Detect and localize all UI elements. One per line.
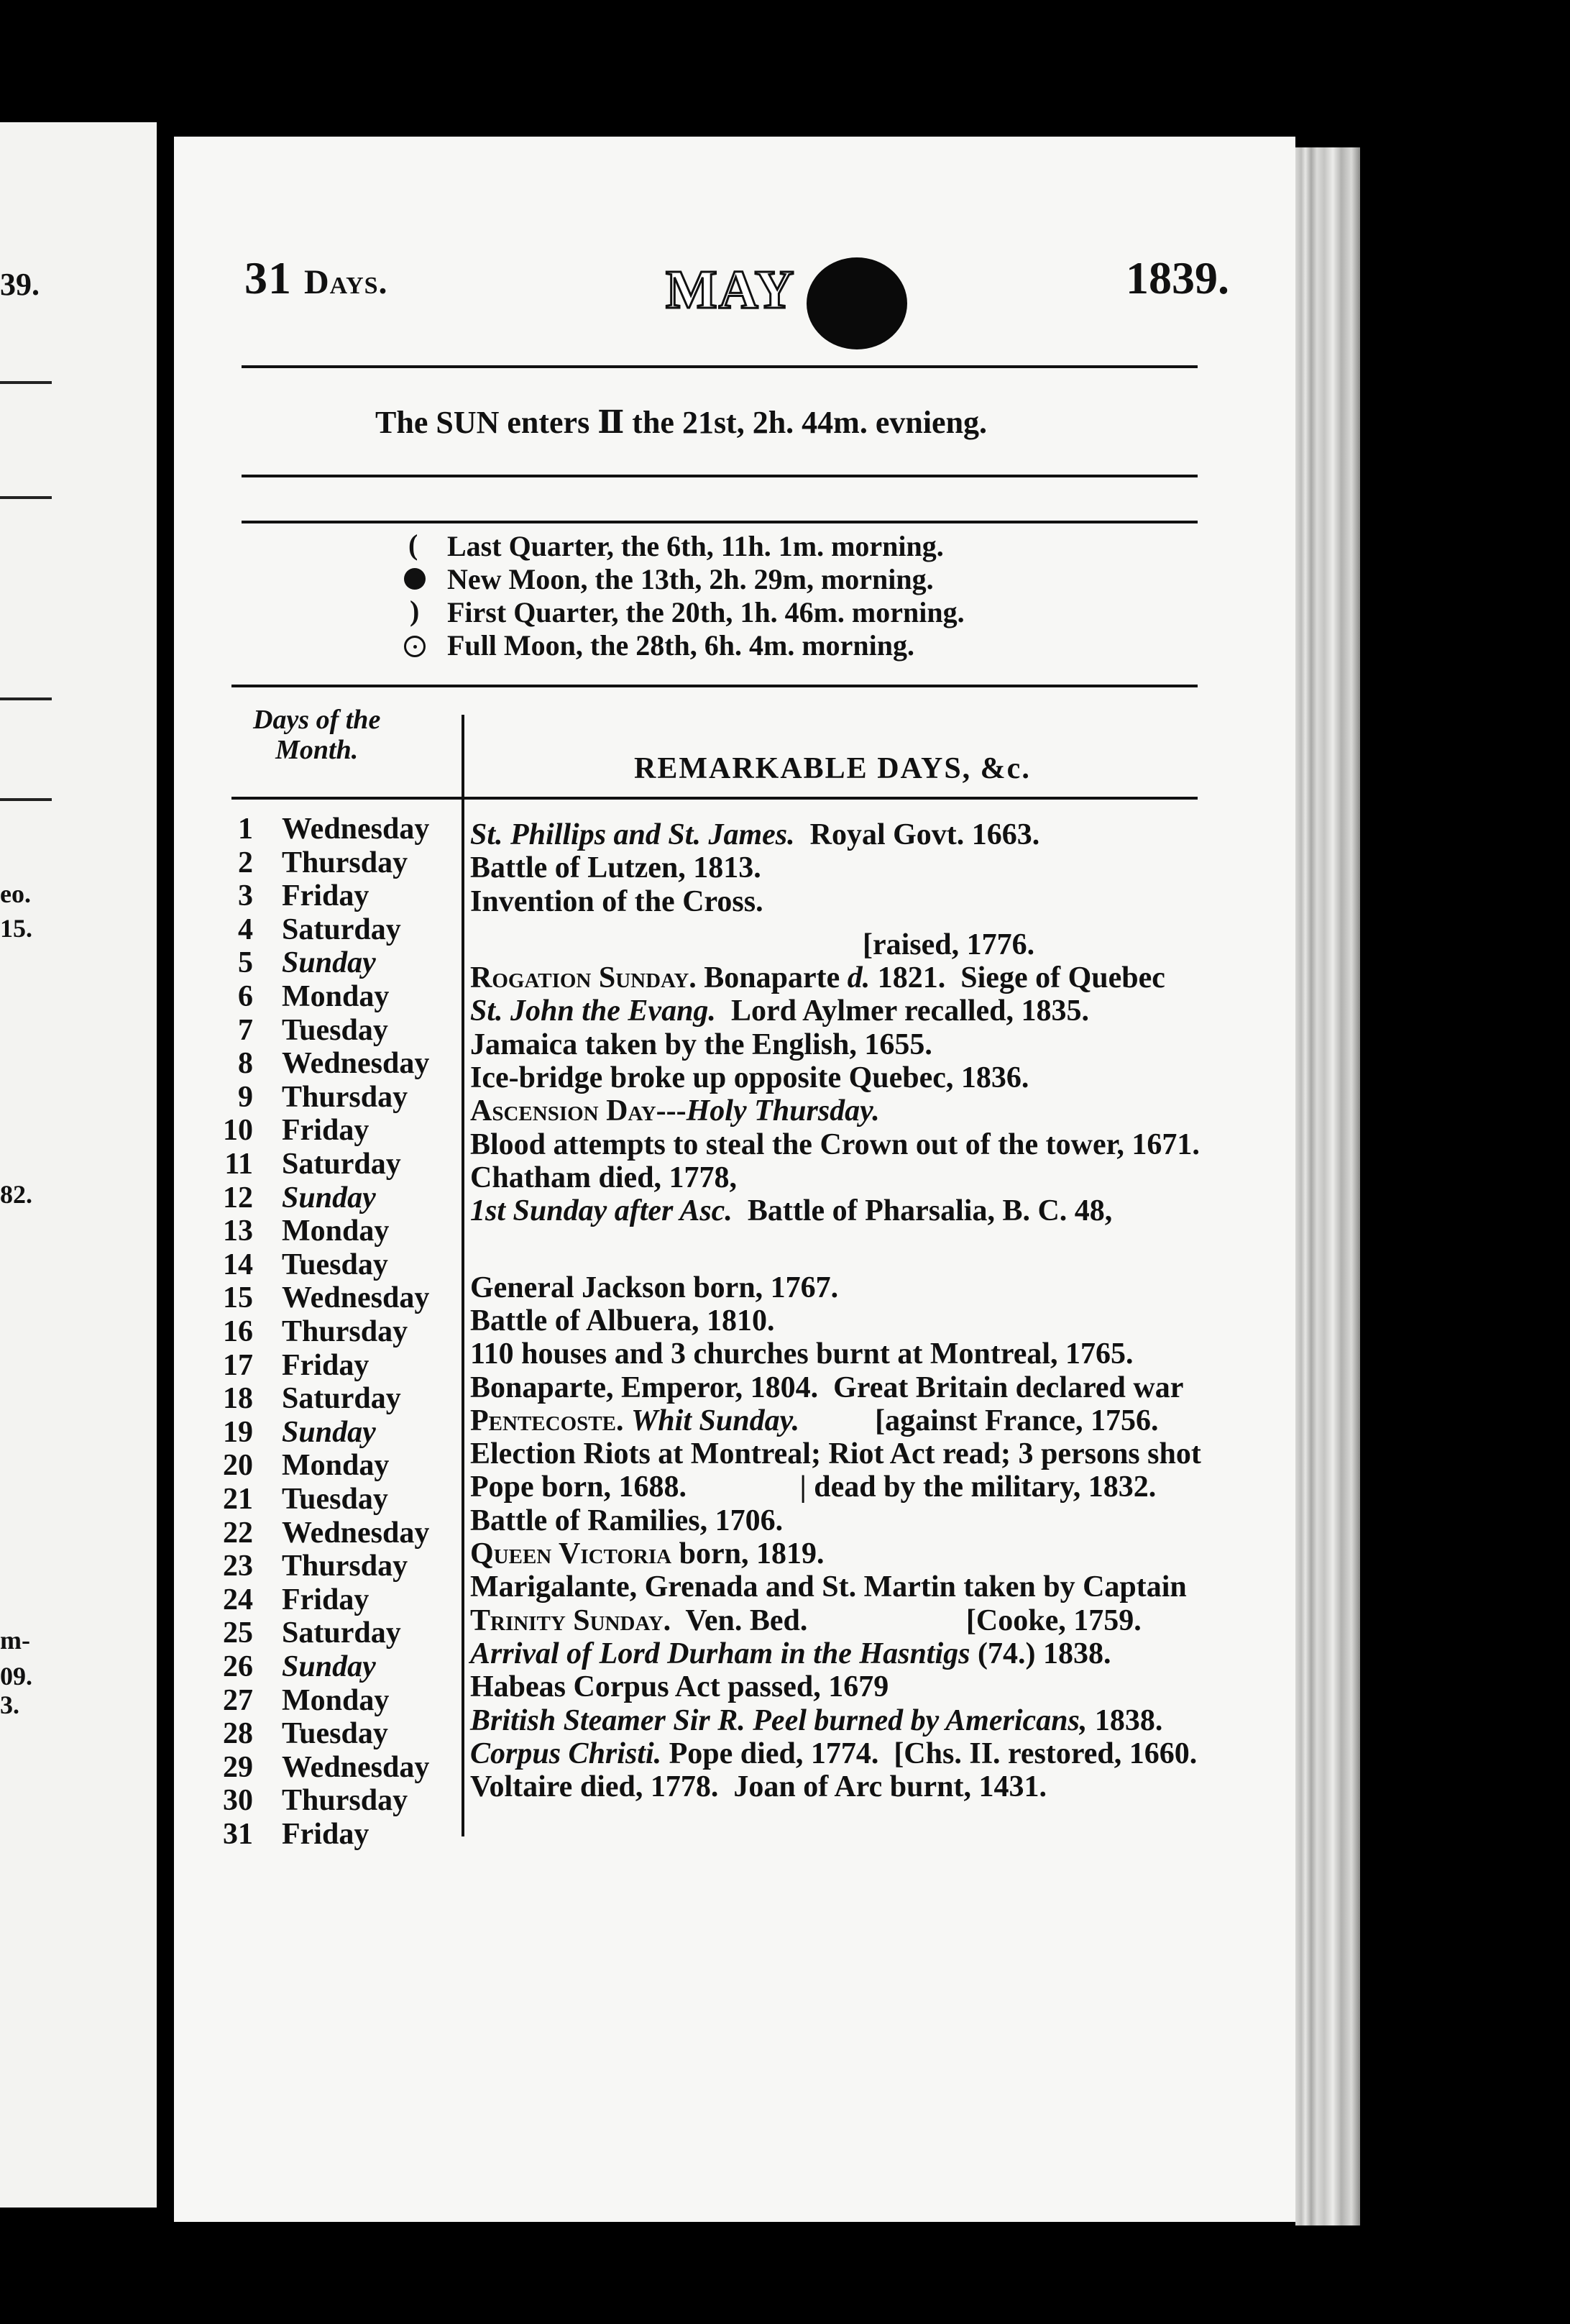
entry-text: born, 1819.	[671, 1537, 825, 1570]
month-title: MAY	[666, 260, 796, 320]
remarkable-day-entry	[470, 818, 1039, 851]
entry-text: Battle of Lutzen, 1813.	[470, 851, 761, 884]
weekday-name: Monday	[282, 1214, 390, 1248]
day-number: 12	[223, 1181, 253, 1214]
days-header-line2: Month.	[275, 735, 359, 765]
entry-text: Royal Govt. 1663.	[794, 818, 1040, 851]
day-number: 5	[238, 946, 253, 979]
entry-text: (74.) 1838.	[970, 1637, 1111, 1670]
entry-text: Battle of Pharsalia, B. C. 48,	[732, 1194, 1113, 1227]
entry-text: Ice-bridge broke up opposite Quebec, 1836.	[470, 1061, 1029, 1094]
moon-phase-new-moon: New Moon, the 13th, 2h. 29m, morning.	[447, 563, 934, 595]
remarkable-day-entry	[470, 1637, 1111, 1670]
weekday-name: Thursday	[282, 1081, 408, 1114]
entry-text: Battle of Albuera, 1810.	[470, 1304, 775, 1337]
days-count-heading	[244, 252, 388, 305]
facing-page-year-fragment: 39.	[0, 267, 40, 302]
facing-page-text-fragment: 3.	[0, 1691, 19, 1719]
sun-rule-bottom	[242, 521, 1198, 523]
day-number: 9	[238, 1081, 253, 1114]
new-moon-icon	[404, 568, 426, 590]
remarkable-day-entry	[470, 1570, 1187, 1604]
remarkable-day-entry	[470, 1337, 1134, 1371]
day-number: 26	[223, 1650, 253, 1683]
weekday-name: Thursday	[282, 1550, 408, 1583]
column-header-rule	[231, 797, 1198, 800]
weekday-name: Wednesday	[282, 813, 430, 846]
year-heading: 1839.	[1126, 252, 1229, 303]
days-header-line1: Days of the	[253, 705, 381, 735]
page-edges	[1295, 147, 1360, 2225]
entry-text: St. John the Evang.	[470, 994, 716, 1028]
full-moon-icon	[404, 636, 426, 657]
entry-text: Rogation Sunday.	[470, 961, 697, 994]
days-count-word: Days.	[304, 263, 388, 301]
entry-text: Whit Sunday.	[630, 1404, 800, 1437]
entry-text: Blood attempts to steal the Crown out of the tower, 1671.	[470, 1128, 1200, 1161]
facing-page-fragment	[0, 122, 157, 2208]
entry-text: St. Phillips and St. James.	[470, 818, 795, 851]
sun-rule-top	[242, 475, 1198, 477]
entry-text: Corpus Christi.	[470, 1737, 662, 1770]
last-quarter-icon	[405, 536, 427, 558]
day-number: 15	[223, 1281, 253, 1314]
entry-text: Voltaire died, 1778. Joan of Arc burnt, 1431.	[470, 1770, 1047, 1803]
weekday-name: Sunday	[282, 946, 376, 979]
remarkable-day-entry	[470, 1437, 1201, 1470]
entry-text: British Steamer Sir R. Peel burned by Americans,	[470, 1704, 1088, 1737]
day-number: 21	[223, 1483, 253, 1516]
entry-text: Pope died, 1774. [Chs. II. restored, 1660.	[661, 1737, 1198, 1770]
day-number: 6	[238, 980, 253, 1013]
entry-text: 1st Sunday after Asc.	[470, 1194, 733, 1227]
entry-text: [raised, 1776.	[470, 928, 1035, 961]
remarkable-day-entry	[470, 1271, 838, 1304]
remarkable-day-entry	[470, 1094, 880, 1127]
entry-text: General Jackson born, 1767.	[470, 1271, 839, 1304]
weekday-name: Tuesday	[282, 1014, 388, 1047]
moon-phase-last-quarter: Last Quarter, the 6th, 11h. 1m. morning.	[447, 530, 944, 562]
weekday-name: Friday	[282, 1349, 369, 1382]
entry-text: Pope born, 1688. | dead by the military, 1832.	[470, 1470, 1157, 1504]
remarkable-day-entry	[470, 885, 763, 918]
facing-page-text-fragment: 82.	[0, 1180, 32, 1209]
entry-text: Lord Aylmer recalled, 1835.	[715, 994, 1090, 1028]
weekday-name: Thursday	[282, 1315, 408, 1348]
day-number: 14	[223, 1248, 253, 1281]
remarkable-day-entry	[470, 1371, 1183, 1404]
remarkable-day-entry	[470, 1028, 932, 1061]
entry-text: [against France, 1756.	[799, 1404, 1159, 1437]
day-number: 3	[238, 879, 253, 912]
weekday-name: Wednesday	[282, 1516, 430, 1550]
entry-text: Ven. Bed. [Cooke, 1759.	[671, 1604, 1142, 1637]
remarkable-day-entry	[470, 1670, 889, 1703]
entry-text: Bonaparte	[696, 961, 848, 994]
day-number: 11	[224, 1148, 253, 1181]
facing-page-text-fragment: 15.	[0, 914, 32, 943]
remarkable-day-entry	[470, 1470, 1156, 1504]
weekday-name: Saturday	[282, 1382, 401, 1415]
remarkable-day-entry	[470, 1704, 1162, 1737]
day-number: 10	[223, 1114, 253, 1147]
entry-text: Chatham died, 1778,	[470, 1161, 738, 1194]
entry-text: 1838.	[1087, 1704, 1163, 1737]
weekday-name: Monday	[282, 1449, 390, 1482]
weekday-name: Thursday	[282, 1784, 408, 1817]
remarkable-day-entry	[470, 1770, 1047, 1803]
phases-rule	[231, 685, 1198, 687]
remarkable-day-entry	[470, 851, 761, 884]
entry-text: Battle of Ramilies, 1706.	[470, 1504, 784, 1537]
entry-text: 110 houses and 3 churches burnt at Montreal, 1765.	[470, 1337, 1134, 1371]
day-number: 7	[238, 1014, 253, 1047]
entry-text: Habeas Corpus Act passed, 1679	[470, 1670, 889, 1703]
remarkable-day-entry	[470, 961, 1165, 994]
moon-phase-full-moon: Full Moon, the 28th, 6h. 4m. morning.	[447, 629, 915, 662]
entry-text: Queen Victoria	[470, 1537, 672, 1570]
facing-page-rule	[0, 798, 52, 801]
facing-page-text-fragment: m-	[0, 1626, 30, 1655]
remarkable-day-entry	[470, 1737, 1197, 1770]
day-number: 20	[223, 1449, 253, 1482]
column-divider	[462, 715, 464, 1836]
weekday-name: Tuesday	[282, 1717, 388, 1750]
weekday-name: Saturday	[282, 1616, 401, 1650]
day-number: 19	[223, 1416, 253, 1449]
weekday-name: Wednesday	[282, 1281, 430, 1314]
day-number: 16	[223, 1315, 253, 1348]
entry-text	[623, 1404, 631, 1437]
day-number: 31	[223, 1818, 253, 1851]
remarkable-day-entry	[470, 928, 1034, 961]
entry-text: 1821. Siege of Quebec	[870, 961, 1165, 994]
remarkable-day-entry	[470, 1061, 1029, 1094]
remarkable-day-entry	[470, 1194, 1112, 1227]
entry-text: Jamaica taken by the English, 1655.	[470, 1028, 932, 1061]
day-number: 13	[223, 1214, 253, 1248]
facing-page-rule	[0, 496, 52, 499]
remarkable-day-entry	[470, 994, 1089, 1028]
day-number: 22	[223, 1516, 253, 1550]
weekday-name: Sunday	[282, 1416, 376, 1449]
weekday-name: Thursday	[282, 846, 408, 879]
day-number: 1	[238, 813, 253, 846]
remarkable-day-entry	[470, 1161, 737, 1194]
days-count-number: 31	[244, 252, 292, 303]
sun-entry-line: The SUN enters Ⅱ the 21st, 2h. 44m. evnieng.	[375, 405, 988, 440]
weekday-name: Friday	[282, 1114, 369, 1147]
weekday-name: Sunday	[282, 1181, 376, 1214]
remarkable-day-entry	[470, 1537, 824, 1570]
almanac-page	[174, 137, 1295, 2222]
entry-text: Invention of the Cross.	[470, 885, 763, 918]
moon-phase-first-quarter: First Quarter, the 20th, 1h. 46m. morning.	[447, 596, 965, 628]
weekday-name: Tuesday	[282, 1248, 388, 1281]
entry-text: Bonaparte, Emperor, 1804. Great Britain declared war	[470, 1371, 1184, 1404]
weekday-name: Saturday	[282, 1148, 401, 1181]
day-number: 4	[238, 913, 253, 946]
day-number: 23	[223, 1550, 253, 1583]
remarkable-day-entry	[470, 1604, 1142, 1637]
day-number: 27	[223, 1684, 253, 1717]
facing-page-text-fragment: eo.	[0, 879, 31, 908]
weekday-name: Tuesday	[282, 1483, 388, 1516]
day-number: 8	[238, 1047, 253, 1080]
weekday-name: Saturday	[282, 913, 401, 946]
day-number: 25	[223, 1616, 253, 1650]
weekday-name: Monday	[282, 980, 390, 1013]
day-number: 2	[238, 846, 253, 879]
entry-text: Arrival of Lord Durham in the Hasntigs	[470, 1637, 970, 1670]
day-number: 28	[223, 1717, 253, 1750]
remarkable-day-entry	[470, 1504, 783, 1537]
facing-page-rule	[0, 381, 52, 384]
entry-text: d.	[847, 961, 871, 994]
day-number: 30	[223, 1784, 253, 1817]
remarkable-days-header: REMARKABLE DAYS, &c.	[634, 752, 1031, 785]
day-number: 18	[223, 1382, 253, 1415]
weekday-name: Friday	[282, 879, 369, 912]
first-quarter-icon	[405, 603, 427, 624]
entry-text: Pentecoste.	[470, 1404, 624, 1437]
entry-text: Trinity Sunday.	[470, 1604, 671, 1637]
entry-text: Election Riots at Montreal; Riot Act read; 3 persons shot	[470, 1437, 1201, 1470]
facing-page-text-fragment: 09.	[0, 1662, 32, 1691]
facing-page-rule	[0, 697, 52, 700]
weekday-name: Wednesday	[282, 1047, 430, 1080]
header-rule	[242, 365, 1198, 368]
weekday-name: Monday	[282, 1684, 390, 1717]
weekday-name: Friday	[282, 1818, 369, 1851]
entry-text: Holy Thursday.	[686, 1094, 880, 1127]
entry-text: Marigalante, Grenada and St. Martin taken by Captain	[470, 1570, 1187, 1604]
days-of-month-header	[253, 705, 380, 765]
remarkable-day-entry	[470, 1304, 774, 1337]
day-number: 24	[223, 1583, 253, 1616]
ink-blot	[807, 257, 907, 349]
remarkable-day-entry	[470, 1128, 1200, 1161]
day-number: 29	[223, 1751, 253, 1784]
entry-text: Ascension Day---	[470, 1094, 687, 1127]
weekday-name: Friday	[282, 1583, 369, 1616]
book-gutter	[157, 122, 174, 2208]
day-number: 17	[223, 1349, 253, 1382]
remarkable-day-entry	[470, 1404, 1158, 1437]
weekday-name: Sunday	[282, 1650, 376, 1683]
weekday-name: Wednesday	[282, 1751, 430, 1784]
